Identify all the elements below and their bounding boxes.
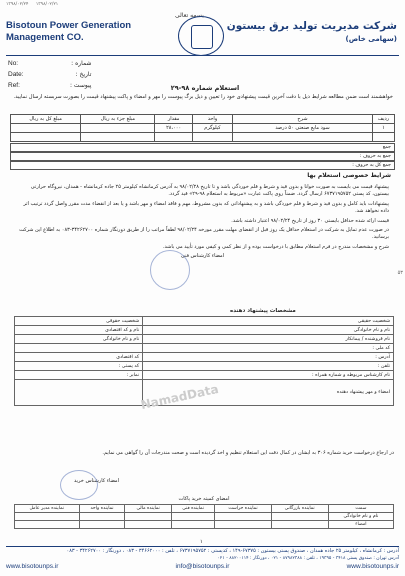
table-row <box>15 335 394 344</box>
email-link[interactable]: info@bisotounps.ir <box>175 563 230 570</box>
proposer-cell <box>15 380 143 406</box>
top-date-stamps <box>6 2 64 7</box>
proposer-cell: تلفن : <box>143 362 394 371</box>
sign-header: نماینده فنی <box>171 505 215 513</box>
items-table-header <box>11 115 395 124</box>
purchase-certification: در ارجاع درخواست خرید شماره ۳۰۶ به ایشان در کمال دقت این استعلام تنظیم و اخذ گردیده است و صحت مندرجات آن را گواهی می نمایم. <box>102 450 394 456</box>
conditions-title: شرایط خصوصی استعلام بها <box>307 172 391 179</box>
meta-date-label-fa: تاریخ : <box>75 71 92 78</box>
intro-paragraph: خواهشمند است ضمن مطالعه شرایط ذیل با دقت آخرین قیمت پیشنهادی خود را تعیین و ذیل برگ پیوست را مهر و امضاء و پاکت پیشنهاد قیمت را بصورت سربسته ارسال نمایید. <box>13 94 393 100</box>
company-name-en-line1: Bisotoun Power Generation <box>6 20 132 31</box>
footer-divider <box>6 546 399 547</box>
company-name-fa <box>227 20 397 46</box>
proposer-cell: کد ملی : <box>143 344 394 353</box>
sign-header: نماینده واحد <box>79 505 125 513</box>
total-words-label: جمع به حروف : <box>359 154 391 159</box>
condition-item: قیمت ارائه شده حداقل بایستی ۳۰ روز از تاریخ ۹۸/۰۲/۲۴ اعتبار داشته باشد. <box>231 217 389 224</box>
company-logo-icon <box>178 16 224 56</box>
table-row <box>15 317 394 326</box>
meta-date-label: Date: <box>8 71 24 78</box>
proposer-cell: آدرس : <box>143 353 394 362</box>
condition-item: پیشنهاد قیمت می بایست به صورت خوانا و بدون قید و شرط و قلم خوردگی باشد و تا تاریخ ۹۸/۰۲/۲۸ به آدرس کرمانشاه کیلومتر ۲۵ جاده کرمانشاه - همدان، نیروگاه حرارتی بیستون، کد پستی ۶۷۳۷۱۹۵۷۵۲ ارسال گردد. ضمناً روی پاکت عبارت «مربوط به استعلام ۹۸-۲۹» قید گردد. <box>30 184 389 198</box>
total-row <box>10 143 395 152</box>
meta-labels-fa <box>70 58 91 91</box>
meta-labels-en <box>8 58 24 91</box>
conditions-signature-label: امضاء کارشناس فنی <box>180 253 225 260</box>
sign-header: نماینده حراست <box>215 505 271 513</box>
inquiry-title: استعلام شماره ۹۸-۲۹ <box>170 84 240 92</box>
company-name-en-line2: Management CO. <box>6 32 84 43</box>
meta-no-label-fa: شماره : <box>71 60 92 67</box>
proposer-cell: نام و نام خانوادگی <box>15 335 143 344</box>
proposer-cell: شخصیت حقوقی <box>15 317 143 326</box>
company-name-en <box>6 20 131 44</box>
official-stamp-icon <box>150 250 190 290</box>
table-row <box>15 505 394 513</box>
items-table <box>10 114 395 142</box>
col-row: ردیف <box>373 115 395 124</box>
basmala: بسمه تعالی <box>175 12 204 19</box>
purchase-signature-label: امضاء کارشناس خرید <box>74 478 119 484</box>
sign-row-label: امضاء <box>328 521 393 529</box>
col-description: شرح <box>233 115 373 124</box>
meta-ref-label: Ref: <box>8 82 20 89</box>
table-row <box>15 344 394 353</box>
sign-header: نماینده مدیر عامل <box>15 505 80 513</box>
total-words-row <box>10 152 395 161</box>
meta-no-label: No: <box>8 60 19 67</box>
committee-sign-table <box>14 504 394 529</box>
cell-quantity: ۲۸،۰۰۰ <box>155 124 193 133</box>
proposer-cell: نام و کد اقتصادی <box>15 326 143 335</box>
cell-row: ۱ <box>373 124 395 133</box>
sign-header: سمت <box>328 505 393 513</box>
page-number: ۱ <box>200 539 203 545</box>
grand-total-words-row <box>10 161 395 170</box>
company-type-fa: (سهامی خاص) <box>345 35 397 43</box>
meta-ref-label-fa: پیوست : <box>70 82 92 89</box>
col-quantity: مقدار <box>155 115 193 124</box>
date-stamp-2: ۱۳۹۸/۰۲/۲۱ <box>35 2 59 7</box>
website-link-2[interactable]: www.bisotounps.ir <box>346 563 399 570</box>
watermark: NamadData <box>139 381 220 413</box>
condition-item: در صورت عدم تمایل به شرکت در استعلام حداقل یک روز قبل از انقضای مهلت مقرر مورخه ۹۸/۰۲/۲۴ لطفاً مراتب را از طریق دورنگار شماره ۳۴۲۶۲۷۰۰-۰۸۳ به اطلاع این شرکت برسانید. <box>19 227 389 241</box>
proposer-cell: امضاء و مهر پیشنهاد دهنده <box>143 380 394 406</box>
footer-address <box>6 548 399 562</box>
col-total-price: مبلغ کل به ریال <box>11 115 81 124</box>
proposer-cell: نام و نام خانوادگی <box>143 326 394 335</box>
proposer-cell: نام کارشناس مربوطه و شماره همراه : <box>143 371 394 380</box>
committee-caption: امضای کمیته خرید پاکات <box>178 496 230 502</box>
table-row <box>15 513 394 521</box>
grand-total-words-label: جمع کل به حروف : <box>352 163 391 168</box>
footer-address-line2: آدرس تهران : صندوق پستی ۳۴۱۸ - ۱۹۳۹۵ ، تلفن : ۸۷۹۸۲۳۸۸ - ۰۲۱ ، دورنگار : ۸۸۲۰۰۱۱۴ - ۰۲۱ <box>217 556 399 561</box>
proposer-cell: کد پستی : <box>15 362 143 371</box>
cell-unit: کیلوگرم <box>192 124 232 133</box>
conditions-list <box>10 182 395 265</box>
total-label: جمع <box>382 145 391 150</box>
col-unit: واحد <box>192 115 232 124</box>
table-row <box>11 133 395 142</box>
company-name-fa-line: شرکت مدیریت تولید برق بیستون <box>226 20 397 32</box>
table-row <box>15 362 394 371</box>
col-unit-price: مبلغ جزء به ریال <box>81 115 155 124</box>
condition-item: پیشنهادات باید کامل و بدون قید و شرط و قلم خوردگی باشد و به پیشنهاداتی که بدون مشروط، مهم و فاقد امضاء و مهر باشد و یا بعد از انقضاء مدت مقرر واصل گردد ترتیب اثر داده نخواهد شد. <box>23 200 389 215</box>
proposer-cell: نمابر : <box>15 371 143 380</box>
proposer-cell <box>15 344 143 353</box>
footer-address-line1: آدرس : کرمانشاه ، کیلومتر ۲۵ جاده همدان ، صندوق پستی بیستون : ۶۷۳۷۵-۱۴۹ ، کدپستی : ۶۷۳۷۱۹۵۷۵۲ ، تلفن : ۳۴۶۶۲۰۰۰ - ۰۸۳ ، دورنگار : ۳۴۲۶۲۷۰۰ - ۰۸۳ <box>66 548 399 554</box>
cell-description: سود مایع صنعتی ۵۰ درصد <box>233 124 373 133</box>
proposer-cell: شخصیت حقیقی <box>143 317 394 326</box>
sign-header: نماینده مالی <box>125 505 171 513</box>
proposer-cell: کد اقتصادی <box>15 353 143 362</box>
sign-row-label: نام و نام خانوادگی <box>328 513 393 521</box>
table-row <box>15 326 394 335</box>
proposer-cell: نام فروشنده / پیمانکار <box>143 335 394 344</box>
date-stamp-1: ۱۳۹۸/۰۲/۲۴ <box>6 2 29 7</box>
cell-total-price <box>11 124 81 133</box>
table-row <box>11 124 395 133</box>
website-link[interactable]: www.bisotounps.ir <box>6 563 59 570</box>
condition-item: شرح و مشخصات مندرج در فرم استعلام مطابق با درخواست بوده و از نظر کمی و کیفی مورد تأیید می باشد. <box>162 243 389 250</box>
footer-web <box>6 563 399 570</box>
table-row <box>15 353 394 362</box>
margin-note: ۵۳ <box>397 270 403 276</box>
header-divider <box>6 55 399 56</box>
sign-header: نماینده بازرگانی <box>271 505 328 513</box>
table-row <box>15 371 394 380</box>
proposer-title: مشخصات پیشنهاد دهنده <box>230 308 296 314</box>
cell-unit-price <box>81 124 155 133</box>
table-row <box>15 521 394 529</box>
